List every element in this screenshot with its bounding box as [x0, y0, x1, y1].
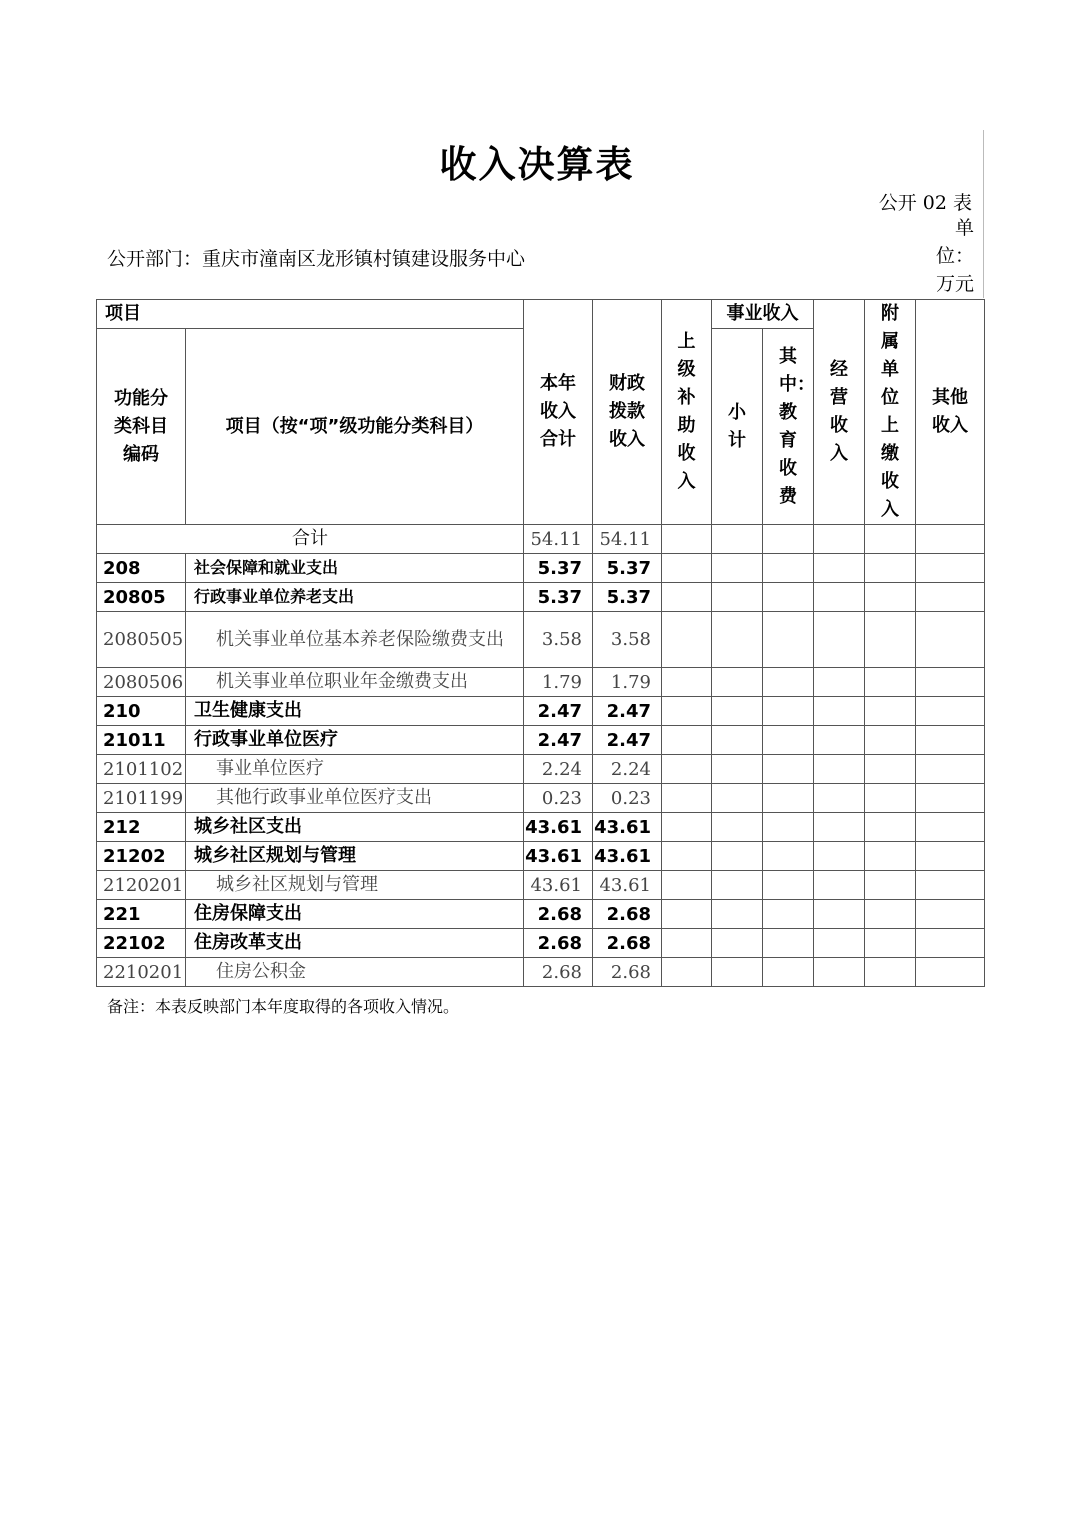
income-table [96, 299, 985, 987]
row-code: 21011 [97, 726, 186, 755]
row-name: 城乡社区规划与管理 [186, 842, 524, 871]
row-total: 2.68 [524, 900, 593, 929]
row-name: 住房保障支出 [186, 900, 524, 929]
header-project: 项目 [97, 300, 524, 329]
department-label: 公开部门：重庆市潼南区龙形镇村镇建设服务中心 [107, 248, 526, 270]
row-code: 22102 [97, 929, 186, 958]
table-row [97, 958, 985, 987]
row-total: 5.37 [524, 554, 593, 583]
header-business: 事业收入 [712, 300, 814, 329]
form-number: 公开 02 表 [878, 192, 972, 214]
row-total: 5.37 [524, 583, 593, 612]
table-row [97, 697, 985, 726]
table-row [97, 900, 985, 929]
row-fiscal: 2.47 [593, 726, 662, 755]
row-fiscal: 5.37 [593, 583, 662, 612]
row-name: 其他行政事业单位医疗支出 [186, 784, 524, 813]
row-fiscal: 1.79 [593, 668, 662, 697]
table-row [97, 784, 985, 813]
table-row [97, 755, 985, 784]
row-total: 1.79 [524, 668, 593, 697]
total-value: 54.11 [524, 525, 593, 554]
row-code: 20805 [97, 583, 186, 612]
row-total: 43.61 [524, 842, 593, 871]
row-fiscal: 2.68 [593, 929, 662, 958]
header-other: 其他收入 [916, 300, 985, 525]
row-fiscal: 2.68 [593, 900, 662, 929]
row-fiscal: 2.47 [593, 697, 662, 726]
row-name: 社会保障和就业支出 [186, 554, 524, 583]
row-code: 221 [97, 900, 186, 929]
row-fiscal: 43.61 [593, 871, 662, 900]
row-code: 2210201 [97, 958, 186, 987]
row-code: 2080506 [97, 668, 186, 697]
row-name: 卫生健康支出 [186, 697, 524, 726]
row-code: 2120201 [97, 871, 186, 900]
row-total: 0.23 [524, 784, 593, 813]
row-total: 43.61 [524, 871, 593, 900]
table-row-total [97, 525, 985, 554]
header-name: 项目（按“项”级功能分类科目） [186, 329, 524, 525]
table-row [97, 726, 985, 755]
row-total: 3.58 [524, 612, 593, 668]
row-name: 事业单位医疗 [186, 755, 524, 784]
header-superior: 上级补助收入 [662, 300, 712, 525]
row-total: 2.47 [524, 726, 593, 755]
row-fiscal: 0.23 [593, 784, 662, 813]
row-name: 行政事业单位医疗 [186, 726, 524, 755]
row-code: 2101199 [97, 784, 186, 813]
row-name: 机关事业单位职业年金缴费支出 [186, 668, 524, 697]
row-code: 210 [97, 697, 186, 726]
table-row [97, 554, 985, 583]
fiscal-value: 54.11 [593, 525, 662, 554]
row-fiscal: 43.61 [593, 842, 662, 871]
header-subtotal: 小计 [712, 329, 763, 525]
row-code: 2080505 [97, 612, 186, 668]
header-education: 其中：教育收费 [763, 329, 814, 525]
row-name: 城乡社区规划与管理 [186, 871, 524, 900]
unit-label: 单位：万元 [935, 217, 974, 295]
row-total: 2.68 [524, 929, 593, 958]
row-total: 2.68 [524, 958, 593, 987]
row-name: 住房改革支出 [186, 929, 524, 958]
row-code: 21202 [97, 842, 186, 871]
row-fiscal: 3.58 [593, 612, 662, 668]
table-row [97, 583, 985, 612]
table-row [97, 612, 985, 668]
footnote: 备注：本表反映部门本年度取得的各项收入情况。 [107, 997, 460, 1016]
table-row [97, 929, 985, 958]
table-row [97, 871, 985, 900]
row-code: 208 [97, 554, 186, 583]
row-fiscal: 2.68 [593, 958, 662, 987]
header-affiliated: 附属单位上缴收入 [865, 300, 916, 525]
row-fiscal: 5.37 [593, 554, 662, 583]
table-row [97, 668, 985, 697]
row-name: 城乡社区支出 [186, 813, 524, 842]
row-fiscal: 43.61 [593, 813, 662, 842]
row-name: 行政事业单位养老支出 [186, 583, 524, 612]
total-label: 合计 [97, 525, 524, 554]
row-code: 212 [97, 813, 186, 842]
row-name: 住房公积金 [186, 958, 524, 987]
header-total: 本年收入合计 [524, 300, 593, 525]
header-fiscal: 财政拨款收入 [593, 300, 662, 525]
row-code: 2101102 [97, 755, 186, 784]
page-title: 收入决算表 [439, 143, 635, 186]
row-name: 机关事业单位基本养老保险缴费支出 [186, 612, 524, 668]
row-total: 2.47 [524, 697, 593, 726]
header-operating: 经营收入 [814, 300, 865, 525]
row-fiscal: 2.24 [593, 755, 662, 784]
row-total: 2.24 [524, 755, 593, 784]
table-row [97, 813, 985, 842]
header-code: 功能分类科目编码 [97, 329, 186, 525]
table-row [97, 842, 985, 871]
row-total: 43.61 [524, 813, 593, 842]
